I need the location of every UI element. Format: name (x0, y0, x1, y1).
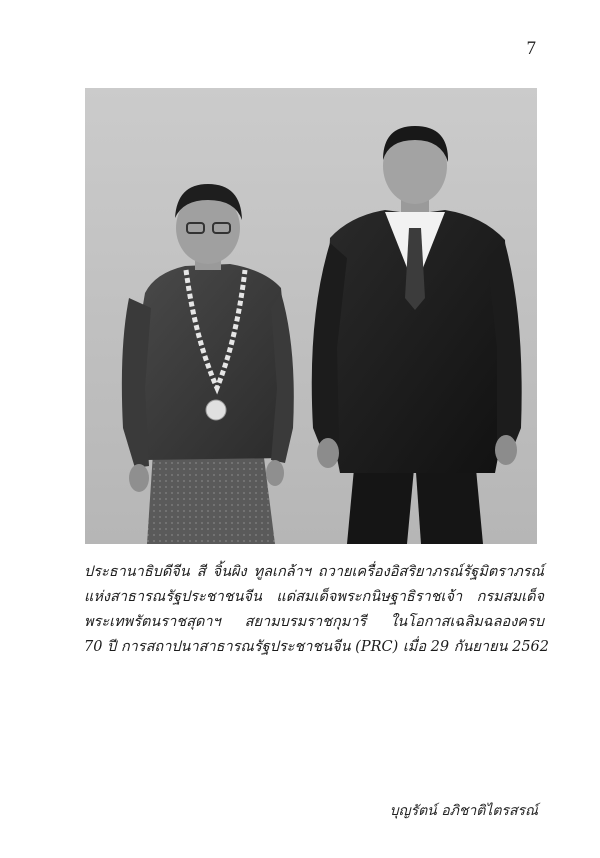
photo-caption (84, 560, 549, 660)
photograph-image (85, 88, 537, 544)
photo (85, 88, 537, 544)
page-number: 7 (526, 38, 536, 59)
caption-line-3: พระเทพรัตนราชสุดาฯ สยามบรมราชกุมารี ในโอกาสเฉลิมฉลองครบ (84, 614, 544, 630)
author-name: บุญรัตน์ อภิชาติไตรสรณ์ (389, 803, 538, 819)
caption-line-4: 70 ปี การสถาปนาสาธารณรัฐประชาชนจีน (PRC) เมื่อ 29 กันยายน 2562 (84, 639, 549, 655)
caption-line-1: ประธานาธิบดีจีน สี จิ้นผิง ทูลเกล้าฯ ถวายเครื่องอิสริยาภรณ์รัฐมิตราภรณ์ (84, 564, 544, 580)
caption-line-2: แห่งสาธารณรัฐประชาชนจีน แด่สมเด็จพระกนิษฐาธิราชเจ้า กรมสมเด็จ (84, 589, 544, 605)
